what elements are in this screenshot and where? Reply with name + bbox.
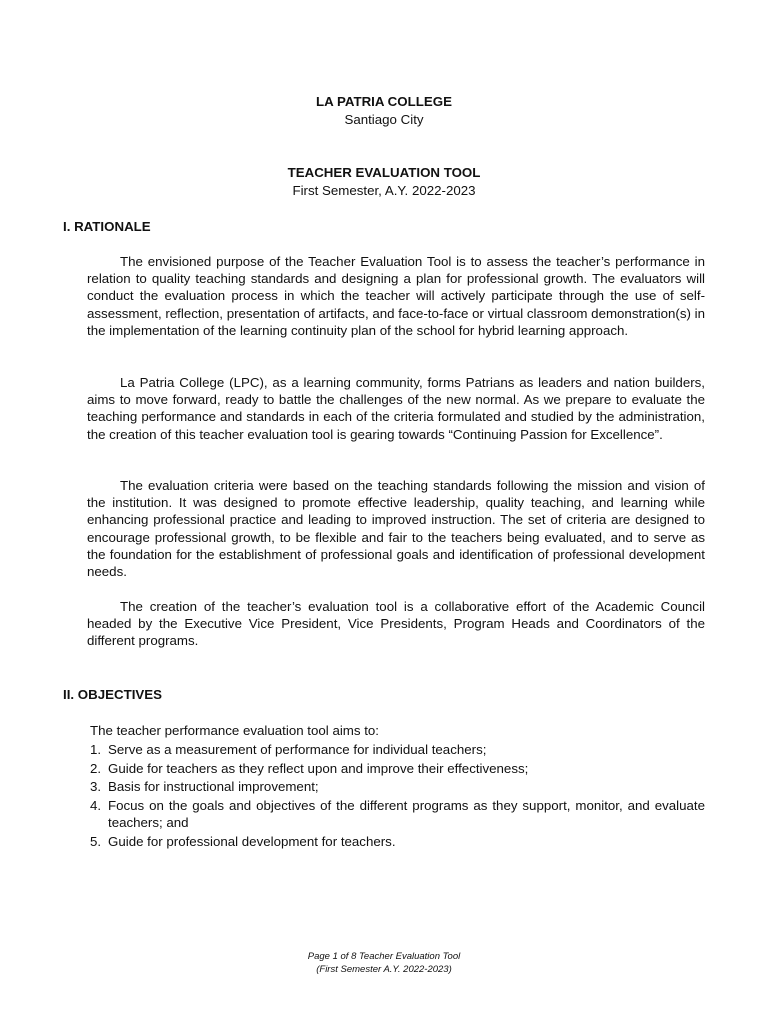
semester-line: First Semester, A.Y. 2022-2023 [292, 183, 476, 198]
rationale-heading: I. RATIONALE [63, 219, 151, 234]
objectives-heading: II. OBJECTIVES [63, 687, 163, 702]
rationale-paragraph: La Patria College (LPC), as a learning community, forms Patrians as leaders and nation builders, aims to move forward, ready to battle the challenges of the new normal. As we prepare to evaluate the teaching performance and standards in each of the criteria formulated and studied by the administration, the creation of this teacher evaluation tool is gearing towards “Continuing Passion for Excellence”. [87, 375, 705, 442]
document-title-block [0, 164, 768, 200]
list-item [90, 760, 705, 777]
list-item [90, 741, 705, 758]
college-name: LA PATRIA COLLEGE [316, 94, 452, 109]
list-item-text: Focus on the goals and objectives of the different programs as they support, monitor, and evaluate teachers; and [108, 797, 705, 831]
list-item-text: Guide for professional development for teachers. [108, 833, 396, 849]
page-footer [0, 950, 768, 976]
list-item-number: 4. [90, 797, 102, 813]
list-item [90, 833, 705, 850]
list-item-text: Guide for teachers as they reflect upon and improve their effectiveness; [108, 760, 529, 776]
list-item-number: 3. [90, 779, 102, 795]
objectives-list [90, 741, 705, 851]
list-item-number: 1. [90, 742, 102, 757]
list-item-text: Serve as a measurement of performance for individual teachers; [108, 742, 487, 757]
list-item-number: 2. [90, 760, 102, 776]
rationale-paragraph: The envisioned purpose of the Teacher Evaluation Tool is to assess the teacher’s performance in relation to quality teaching standards and designing a plan for professional growth. The evaluators will conduct the evaluation process in which the teacher will actively participate through the use of self-assessment, reflection, presentation of artifacts, and face-to-face or virtual classroom demonstration(s) in the implementation of the learning continuity plan of the school for hybrid learning approach. [87, 254, 705, 338]
footer-page-line: Page 1 of 8 Teacher Evaluation Tool [307, 951, 461, 962]
list-item [90, 778, 705, 795]
college-city: Santiago City [344, 112, 424, 127]
list-item [90, 797, 705, 832]
objectives-intro: The teacher performance evaluation tool aims to: [90, 723, 379, 738]
list-item-number: 5. [90, 833, 102, 849]
rationale-paragraph: The evaluation criteria were based on the teaching standards following the mission and vision of the institution. It was designed to promote effective leadership, quality teaching, and learning while enhancing professional practice and leading to improved instruction. The set of criteria are designed to encourage professional growth, to be flexible and fair to the teachers being evaluated, and to serve as the foundation for the establishment of professional goals and identification of professional development needs. [87, 478, 705, 580]
footer-semester-line: (First Semester A.Y. 2022-2023) [316, 964, 452, 975]
document-header [0, 93, 768, 129]
tool-title: TEACHER EVALUATION TOOL [287, 165, 481, 180]
list-item-text: Basis for instructional improvement; [108, 779, 319, 795]
rationale-paragraph: The creation of the teacher’s evaluation tool is a collaborative effort of the Academic Council headed by the Executive Vice President, Vice Presidents, Program Heads and Coordinators of the different programs. [87, 599, 705, 649]
